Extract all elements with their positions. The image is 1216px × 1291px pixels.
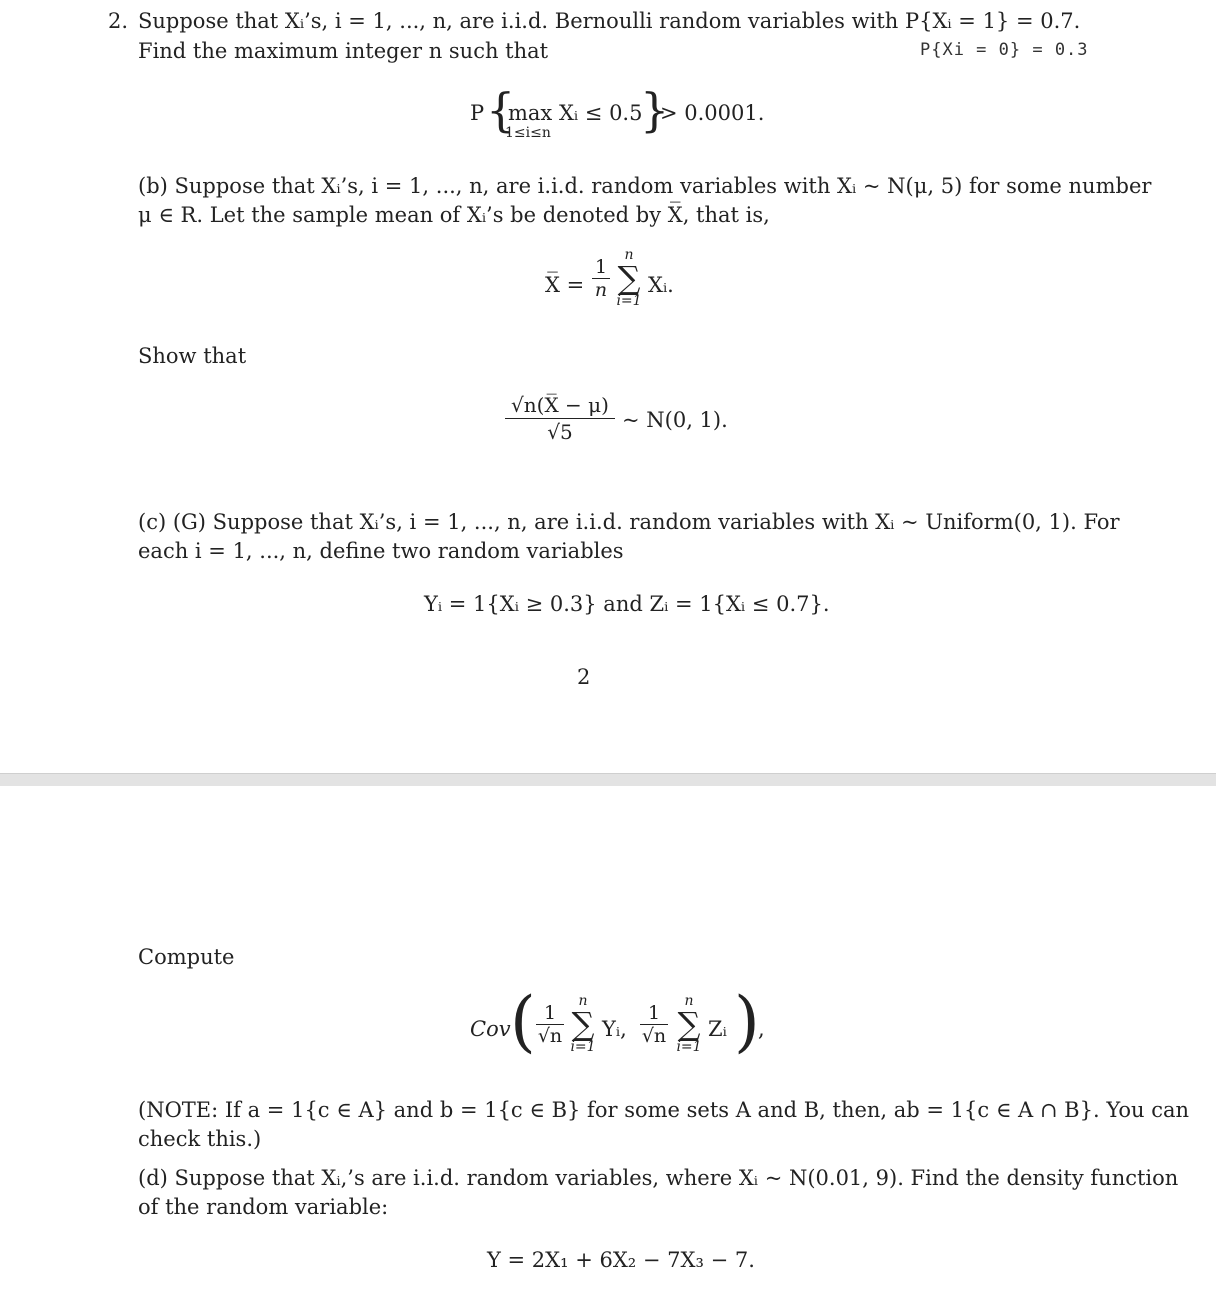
cov-rparen: ) — [734, 983, 760, 1060]
eq-b-sum-bot: i=1 — [616, 293, 642, 309]
eq-b-frac-num: 1 — [592, 256, 610, 279]
cov-sum2-top: n — [684, 993, 694, 1009]
cov-frac2-den: √n — [641, 1025, 667, 1047]
sigma-symbol: ∑ — [677, 1005, 701, 1043]
cov-frac1-num: 1 — [536, 1002, 564, 1025]
cov-sum1-top: n — [578, 993, 588, 1009]
eq-b-term: Xᵢ. — [648, 273, 674, 297]
eq-b-lhs: X̅ = — [545, 273, 585, 297]
cov-frac2 — [640, 1002, 668, 1047]
part-c-line1: (c) (G) Suppose that Xᵢ’s, i = 1, ..., n, are i.i.d. random variables with Xᵢ ~ Uniform(0, 1). For — [138, 510, 1120, 534]
note-line1: (NOTE: If a = 1{c ∈ A} and b = 1{c ∈ B} for some sets A and B, then, ab = 1{c ∈ A ∩ B}. You can — [138, 1098, 1190, 1122]
handwritten-note: P{Xi = 0} = 0.3 — [920, 40, 1089, 60]
eq-a-rhs: > 0.0001. — [660, 101, 765, 125]
cov-label: Cov — [470, 1017, 511, 1041]
eq-c: Yᵢ = 1{Xᵢ ≥ 0.3} and Zᵢ = 1{Xᵢ ≤ 0.7}. — [424, 592, 830, 616]
part-b-line2: μ ∈ R. Let the sample mean of Xᵢ’s be denoted by X̅, that is, — [138, 203, 770, 227]
page-divider — [0, 773, 1216, 786]
eq-a-max: max Xᵢ ≤ 0.5 — [508, 101, 643, 125]
eq-d: Y = 2X₁ + 6X₂ − 7X₃ − 7. — [487, 1248, 755, 1272]
compute-label: Compute — [138, 945, 235, 969]
eq-b-frac-den: n — [594, 279, 608, 301]
eq-b2-frac — [505, 392, 615, 445]
part-a-line1: Suppose that Xᵢ’s, i = 1, ..., n, are i.i.d. Bernoulli random variables with P{Xᵢ = 1} = 0.7. — [138, 9, 1081, 33]
eq-b-sum-top: n — [624, 247, 634, 263]
cov-sum1 — [566, 994, 600, 1054]
cov-term2: Zᵢ — [708, 1017, 727, 1041]
eq-b-sum — [612, 248, 646, 308]
sigma-symbol: ∑ — [617, 259, 641, 297]
show-that: Show that — [138, 344, 247, 368]
part-d-line1: (d) Suppose that Xᵢ,’s are i.i.d. random variables, where Xᵢ ~ N(0.01, 9). Find the density function — [138, 1166, 1179, 1190]
eq-a-lbrace: { — [486, 83, 516, 137]
cov-term1: Yᵢ, — [602, 1017, 627, 1041]
cov-lparen: ( — [510, 983, 536, 1060]
eq-a-rbrace: } — [640, 83, 670, 137]
eq-b2-num: √n(X̅ − μ) — [505, 392, 615, 419]
part-b-line1: (b) Suppose that Xᵢ’s, i = 1, ..., n, are i.i.d. random variables with Xᵢ ~ N(μ, 5) for some number — [138, 174, 1152, 198]
eq-a-P: P — [470, 101, 485, 125]
cov-sum2 — [672, 994, 706, 1054]
eq-a-max-sub: 1≤i≤n — [505, 125, 551, 141]
part-d-line2: of the random variable: — [138, 1195, 389, 1219]
page-number: 2 — [577, 665, 591, 689]
note-line2: check this.) — [138, 1127, 262, 1151]
problem-number: 2. — [108, 9, 129, 33]
part-a-line2: Find the maximum integer n such that — [138, 39, 549, 63]
eq-b2-den: √5 — [547, 420, 573, 444]
cov-sum2-bot: i=1 — [676, 1039, 702, 1055]
eq-b-frac — [592, 256, 610, 301]
cov-frac1-den: √n — [537, 1025, 563, 1047]
part-c-line2: each i = 1, ..., n, define two random variables — [138, 539, 624, 563]
eq-b2-rhs: ~ N(0, 1). — [622, 408, 728, 432]
cov-frac2-num: 1 — [640, 1002, 668, 1025]
cov-sum1-bot: i=1 — [570, 1039, 596, 1055]
cov-tail: , — [758, 1017, 765, 1041]
cov-frac1 — [536, 1002, 564, 1047]
sigma-symbol: ∑ — [571, 1005, 595, 1043]
